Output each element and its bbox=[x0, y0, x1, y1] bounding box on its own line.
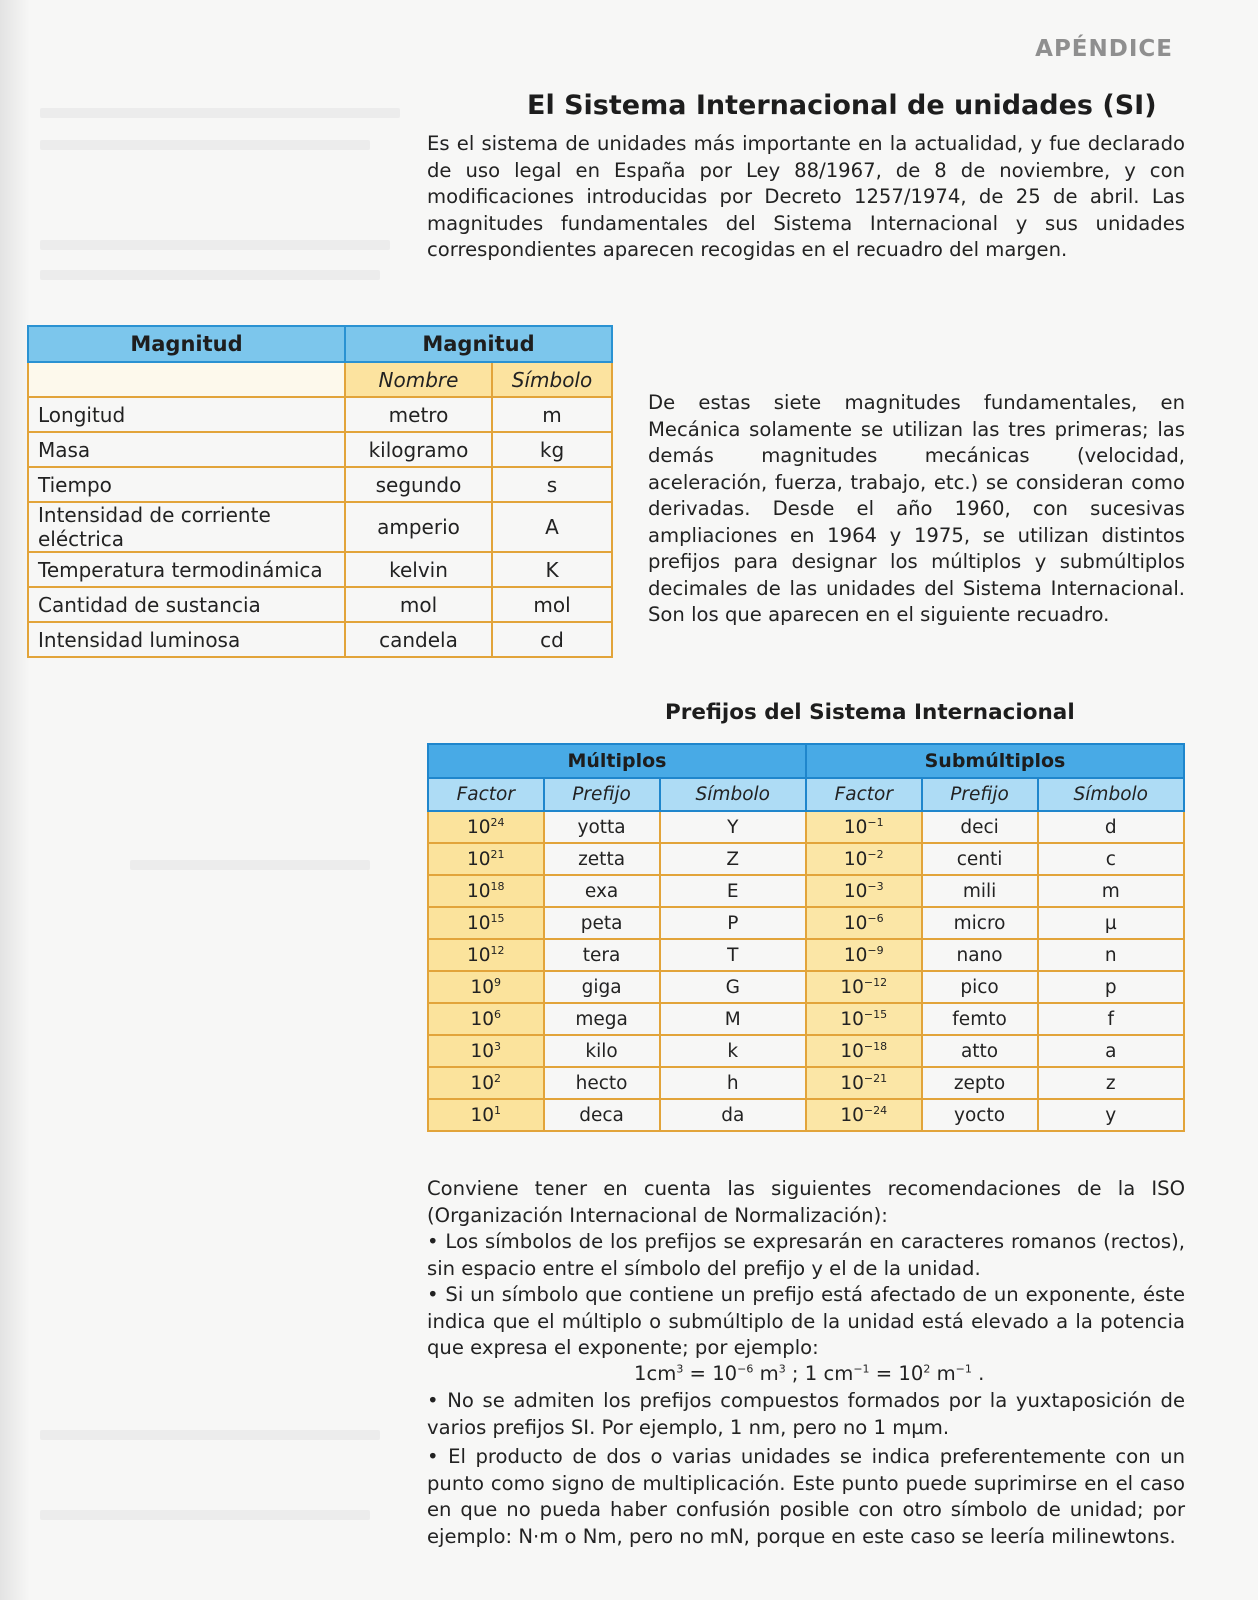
mechanics-paragraph: De estas siete magnitudes fundamentales, en Mecánica solamente se utilizan las tres primeras; las demás magnitudes mecánicas (velocidad, aceleración, fuerza, trabajo, etc.) se consideran como derivadas. Desde el año 1960, con sucesivas ampliaciones en 1964 y 1975, se utilizan distintos prefijos para designar los múltiplos y submúltiplos decimales de las unidades del Sistema Internacional. Son los que aparecen en el siguiente recuadro. bbox=[648, 391, 1185, 626]
symbol-header: Símbolo bbox=[1038, 778, 1184, 811]
submultiple-factor-cell: $10^{-6}$ bbox=[806, 907, 922, 939]
show-through bbox=[40, 270, 380, 280]
nombre-cell: kilogramo bbox=[345, 432, 492, 467]
submultiple-prefix-cell: mili bbox=[922, 875, 1038, 907]
nombre-cell: segundo bbox=[345, 467, 492, 502]
submultiple-prefix-cell: atto bbox=[922, 1035, 1038, 1067]
multiple-symbol-cell: Z bbox=[660, 843, 806, 875]
table-row bbox=[28, 587, 612, 622]
multiple-symbol-cell: M bbox=[660, 1003, 806, 1035]
prefixes-title: Prefijos del Sistema Internacional bbox=[665, 700, 1075, 725]
table-row bbox=[428, 907, 1184, 939]
section-header: APÉNDICE bbox=[1035, 36, 1173, 62]
submultiple-symbol-cell: c bbox=[1038, 843, 1184, 875]
multiple-factor-cell: $10^{21}$ bbox=[428, 843, 544, 875]
table-row bbox=[28, 502, 612, 552]
prefix-header: Prefijo bbox=[922, 778, 1038, 811]
table-row bbox=[428, 1035, 1184, 1067]
submultiple-symbol-cell: f bbox=[1038, 1003, 1184, 1035]
multiple-prefix-cell: zetta bbox=[544, 843, 660, 875]
table-row bbox=[28, 467, 612, 502]
nombre-cell: amperio bbox=[345, 502, 492, 552]
multiple-prefix-cell: yotta bbox=[544, 811, 660, 843]
multiple-factor-cell: $10^3$ bbox=[428, 1035, 544, 1067]
submultiple-factor-cell: $10^{-15}$ bbox=[806, 1003, 922, 1035]
submultiple-symbol-cell: µ bbox=[1038, 907, 1184, 939]
multiple-factor-cell: $10^2$ bbox=[428, 1067, 544, 1099]
submultiple-symbol-cell: y bbox=[1038, 1099, 1184, 1131]
multiples-header: Múltiplos bbox=[428, 744, 806, 778]
blank-cell bbox=[28, 362, 345, 397]
iso-bullet-1: • Los símbolos de los prefijos se expresarán en caracteres romanos (rectos), sin espacio entre el símbolo del prefijo y el de la unidad. bbox=[427, 1230, 1185, 1280]
table-row bbox=[428, 971, 1184, 1003]
multiple-prefix-cell: kilo bbox=[544, 1035, 660, 1067]
page-title: El Sistema Internacional de unidades (SI) bbox=[527, 90, 1157, 121]
submultiple-factor-cell: $10^{-21}$ bbox=[806, 1067, 922, 1099]
submultiple-prefix-cell: micro bbox=[922, 907, 1038, 939]
multiple-symbol-cell: E bbox=[660, 875, 806, 907]
submultiple-prefix-cell: pico bbox=[922, 971, 1038, 1003]
simbolo-cell: cd bbox=[492, 622, 612, 657]
nombre-cell: metro bbox=[345, 397, 492, 432]
multiple-prefix-cell: hecto bbox=[544, 1067, 660, 1099]
submultiple-symbol-cell: a bbox=[1038, 1035, 1184, 1067]
show-through bbox=[40, 140, 370, 150]
iso-intro: Conviene tener en cuenta las siguientes recomendaciones de la ISO (Organización Internacional de Normalización): bbox=[427, 1177, 1185, 1227]
submultiple-factor-cell: $10^{-2}$ bbox=[806, 843, 922, 875]
submultiple-symbol-cell: z bbox=[1038, 1067, 1184, 1099]
multiple-symbol-cell: P bbox=[660, 907, 806, 939]
magnitud-unit-header: Magnitud bbox=[345, 326, 612, 362]
submultiple-factor-cell: $10^{-3}$ bbox=[806, 875, 922, 907]
multiple-symbol-cell: h bbox=[660, 1067, 806, 1099]
multiple-factor-cell: $10^{15}$ bbox=[428, 907, 544, 939]
magnitudes-table bbox=[27, 325, 613, 658]
multiple-symbol-cell: T bbox=[660, 939, 806, 971]
multiple-symbol-cell: da bbox=[660, 1099, 806, 1131]
table-row bbox=[428, 843, 1184, 875]
iso-example-formula: $1cm^3 = 10^{-6}$ $m^3$ ; 1 $cm^{-1} = 10^2$ $m^{-1}$ . bbox=[634, 1362, 985, 1385]
submultiple-prefix-cell: centi bbox=[922, 843, 1038, 875]
nombre-cell: kelvin bbox=[345, 552, 492, 587]
multiple-prefix-cell: deca bbox=[544, 1099, 660, 1131]
table-row bbox=[428, 811, 1184, 843]
show-through bbox=[40, 1430, 380, 1440]
multiple-factor-cell: $10^{12}$ bbox=[428, 939, 544, 971]
magnitud-cell: Longitud bbox=[28, 397, 345, 432]
simbolo-cell: A bbox=[492, 502, 612, 552]
intro-paragraph: Es el sistema de unidades más importante en la actualidad, y fue declarado de uso legal en España por Ley 88/1967, de 8 de noviembre, y con modificaciones introducidas por Decreto 1257/1974, de 25 de abril. Las magnitudes fundamentales del Sistema Internacional y sus unidades correspondientes aparecen recogidas en el recuadro del margen. bbox=[427, 132, 1185, 261]
iso-bullet-3: • No se admiten los prefijos compuestos formados por la yuxtaposición de varios prefijos SI. Por ejemplo, 1 nm, pero no 1 mµm. bbox=[427, 1389, 1185, 1439]
multiple-prefix-cell: exa bbox=[544, 875, 660, 907]
submultiple-prefix-cell: femto bbox=[922, 1003, 1038, 1035]
factor-header: Factor bbox=[806, 778, 922, 811]
multiple-prefix-cell: tera bbox=[544, 939, 660, 971]
multiple-factor-cell: $10^{24}$ bbox=[428, 811, 544, 843]
multiple-factor-cell: $10^{18}$ bbox=[428, 875, 544, 907]
table-row bbox=[28, 397, 612, 432]
submultiple-symbol-cell: d bbox=[1038, 811, 1184, 843]
magnitud-cell: Cantidad de sustancia bbox=[28, 587, 345, 622]
submultiple-factor-cell: $10^{-12}$ bbox=[806, 971, 922, 1003]
show-through bbox=[40, 108, 400, 118]
submultiple-prefix-cell: nano bbox=[922, 939, 1038, 971]
multiple-symbol-cell: G bbox=[660, 971, 806, 1003]
table-row bbox=[28, 622, 612, 657]
show-through bbox=[130, 860, 370, 870]
nombre-cell: candela bbox=[345, 622, 492, 657]
submultiple-prefix-cell: yocto bbox=[922, 1099, 1038, 1131]
submultiple-symbol-cell: m bbox=[1038, 875, 1184, 907]
simbolo-subheader: Símbolo bbox=[492, 362, 612, 397]
table-row bbox=[428, 1003, 1184, 1035]
multiple-symbol-cell: Y bbox=[660, 811, 806, 843]
table-row bbox=[428, 939, 1184, 971]
iso-bullet-2: • Si un símbolo que contiene un prefijo está afectado de un exponente, éste indica que el múltiplo o submúltiplo de la unidad está elevado a la potencia que expresa el exponente; por ejemplo: bbox=[427, 1283, 1185, 1359]
factor-header: Factor bbox=[428, 778, 544, 811]
submultiple-symbol-cell: n bbox=[1038, 939, 1184, 971]
table-row bbox=[428, 875, 1184, 907]
magnitud-cell: Tiempo bbox=[28, 467, 345, 502]
simbolo-cell: s bbox=[492, 467, 612, 502]
magnitud-header: Magnitud bbox=[28, 326, 345, 362]
submultiple-factor-cell: $10^{-18}$ bbox=[806, 1035, 922, 1067]
show-through bbox=[40, 240, 390, 250]
page-edge-shadow bbox=[0, 0, 30, 1600]
simbolo-cell: mol bbox=[492, 587, 612, 622]
submultiple-factor-cell: $10^{-9}$ bbox=[806, 939, 922, 971]
multiple-prefix-cell: giga bbox=[544, 971, 660, 1003]
symbol-header: Símbolo bbox=[660, 778, 806, 811]
simbolo-cell: m bbox=[492, 397, 612, 432]
nombre-cell: mol bbox=[345, 587, 492, 622]
submultiple-factor-cell: $10^{-24}$ bbox=[806, 1099, 922, 1131]
multiple-prefix-cell: peta bbox=[544, 907, 660, 939]
multiple-prefix-cell: mega bbox=[544, 1003, 660, 1035]
simbolo-cell: K bbox=[492, 552, 612, 587]
magnitud-cell: Intensidad luminosa bbox=[28, 622, 345, 657]
submultiple-symbol-cell: p bbox=[1038, 971, 1184, 1003]
simbolo-cell: kg bbox=[492, 432, 612, 467]
multiple-symbol-cell: k bbox=[660, 1035, 806, 1067]
multiple-factor-cell: $10^6$ bbox=[428, 1003, 544, 1035]
table-row bbox=[428, 1099, 1184, 1131]
multiple-factor-cell: $10^9$ bbox=[428, 971, 544, 1003]
nombre-subheader: Nombre bbox=[345, 362, 492, 397]
submultiples-header: Submúltiplos bbox=[806, 744, 1184, 778]
magnitud-cell: Temperatura termodinámica bbox=[28, 552, 345, 587]
table-row bbox=[428, 1067, 1184, 1099]
prefixes-table bbox=[427, 743, 1185, 1132]
table-row bbox=[28, 552, 612, 587]
submultiple-prefix-cell: zepto bbox=[922, 1067, 1038, 1099]
show-through bbox=[40, 1510, 370, 1520]
iso-bullet-4: • El producto de dos o varias unidades se indica preferentemente con un punto como signo de multiplicación. Este punto puede suprimirse en el caso en que no pueda haber confusión posible con otro símbolo de unidad; por ejemplo: N·m o Nm, pero no mN, porque en este caso se leería milinewtons. bbox=[427, 1445, 1185, 1548]
magnitud-cell: Intensidad de corriente eléctrica bbox=[28, 502, 345, 552]
table-row bbox=[28, 432, 612, 467]
multiple-factor-cell: $10^1$ bbox=[428, 1099, 544, 1131]
submultiple-prefix-cell: deci bbox=[922, 811, 1038, 843]
magnitud-cell: Masa bbox=[28, 432, 345, 467]
prefix-header: Prefijo bbox=[544, 778, 660, 811]
submultiple-factor-cell: $10^{-1}$ bbox=[806, 811, 922, 843]
